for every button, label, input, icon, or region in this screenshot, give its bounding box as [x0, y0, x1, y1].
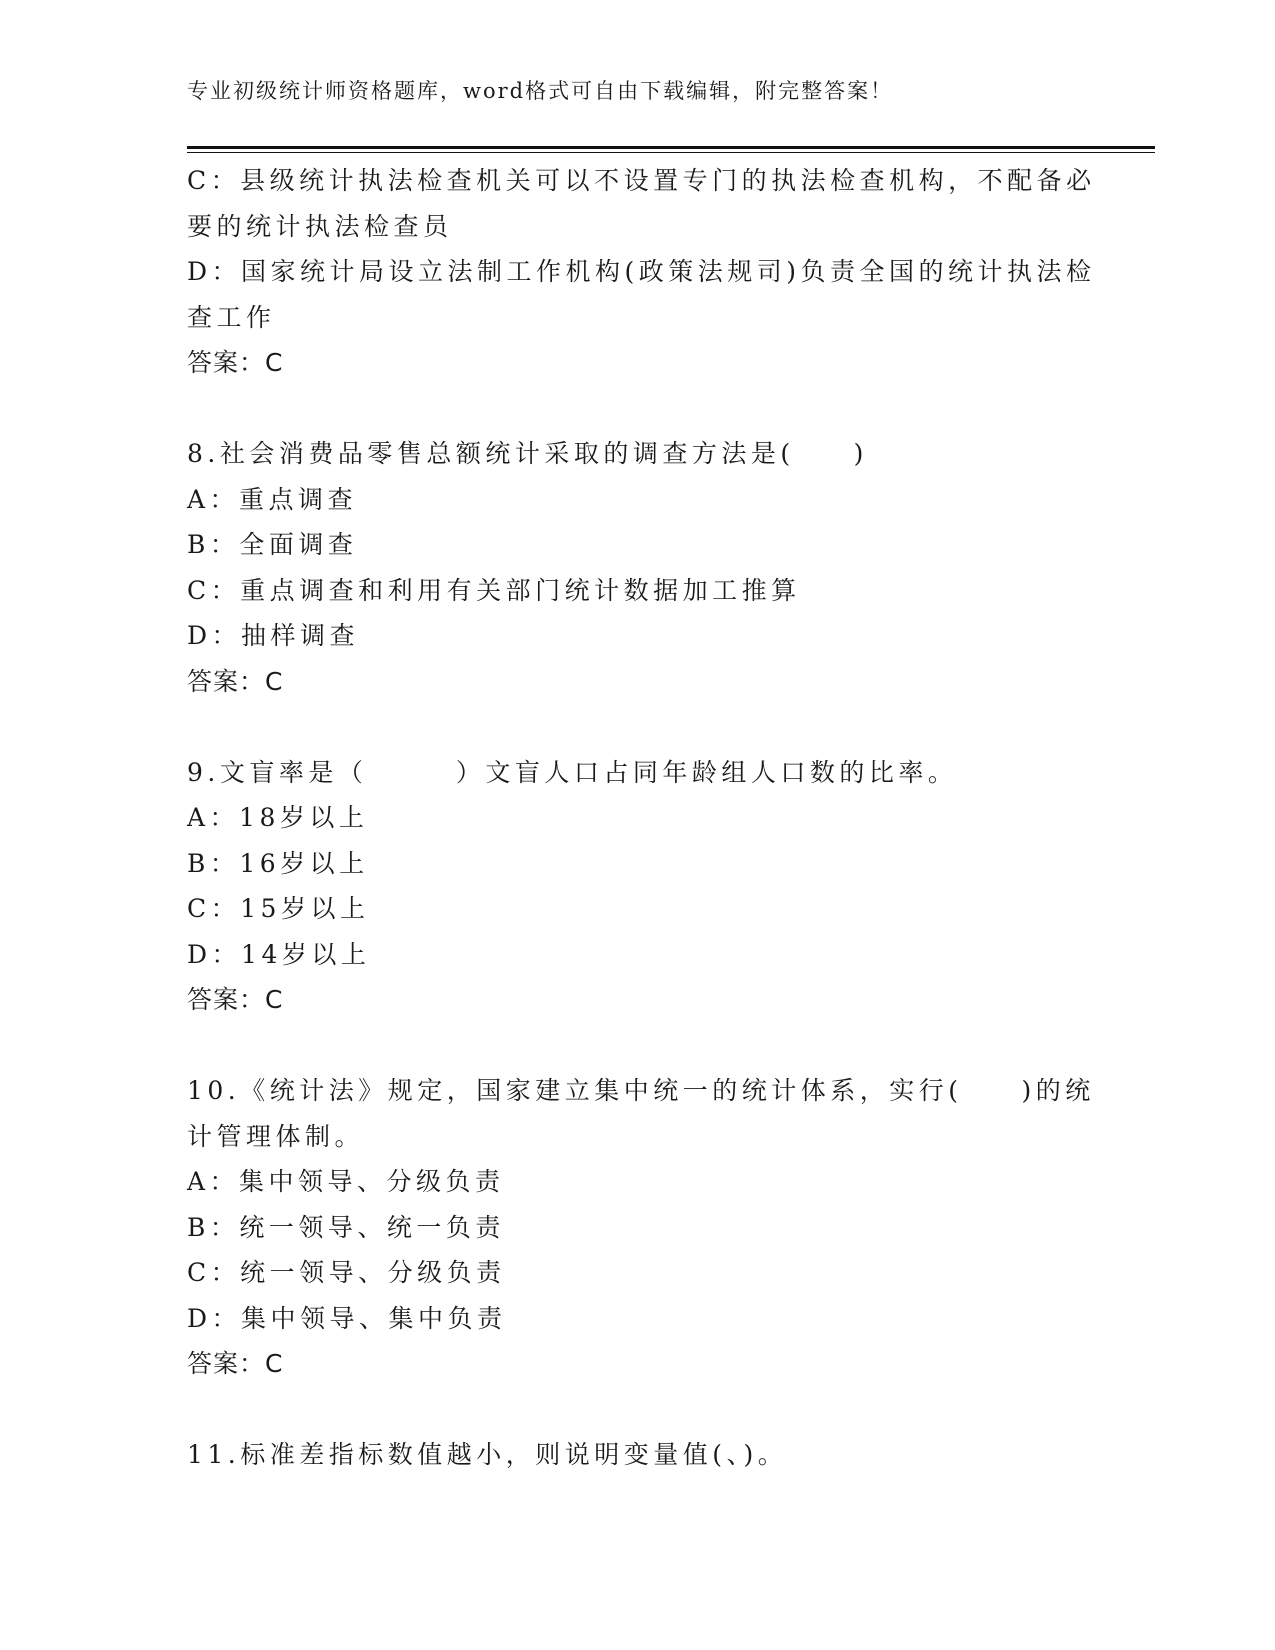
- header-rule-thin: [187, 152, 1155, 153]
- question-9: [187, 750, 1077, 1023]
- option-c-line-2: 要的统计执法检查员: [187, 211, 453, 241]
- option-c: C：重点调查和利用有关部门统计数据加工推算: [187, 575, 801, 605]
- option-b: B：16岁以上: [187, 848, 369, 878]
- question-text-line-2: 计管理体制。: [187, 1121, 365, 1151]
- question-text: 9.文盲率是（ ）文盲人口占同年龄组人口数的比率。: [187, 757, 958, 787]
- option-b: B：全面调查: [187, 530, 358, 559]
- header-rule-thick: [187, 146, 1155, 149]
- option-c-line-1: C：县级统计执法检查机关可以不设置专门的执法检查机构，不配备必: [187, 166, 1096, 195]
- option-a: A：18岁以上: [187, 803, 369, 832]
- option-a: A：集中领导、分级负责: [187, 1167, 505, 1196]
- option-b: B：统一领导、统一负责: [187, 1212, 505, 1242]
- question-8: [187, 431, 1077, 704]
- option-d: D：14岁以上: [187, 939, 371, 969]
- option-c: C：15岁以上: [187, 894, 370, 923]
- answer: 答案：C: [187, 985, 284, 1014]
- option-d-line-1: D：国家统计局设立法制工作机构(政策法规司)负责全国的统计执法检: [187, 257, 1096, 286]
- option-d-line-2: 查工作: [187, 302, 276, 332]
- option-d: D：抽样调查: [187, 621, 360, 650]
- option-c: C：统一领导、分级负责: [187, 1258, 506, 1287]
- question-text: 11.标准差指标数值越小，则说明变量值(、)。: [187, 1440, 788, 1469]
- continued-question: [187, 158, 1096, 386]
- question-text: 8.社会消费品零售总额统计采取的调查方法是( ): [187, 439, 868, 468]
- question-11: [187, 1432, 1077, 1478]
- option-d: D：集中领导、集中负责: [187, 1303, 507, 1333]
- question-10: [187, 1068, 1095, 1387]
- answer: 答案：C: [187, 666, 284, 696]
- option-a: A：重点调查: [187, 484, 358, 514]
- page-header: 专业初级统计师资格题库，word格式可自由下载编辑，附完整答案！: [187, 79, 894, 103]
- answer: 答案：C: [187, 1349, 284, 1378]
- question-content: [187, 158, 1096, 1478]
- question-text-line-1: 10.《统计法》规定，国家建立集中统一的统计体系，实行( )的统: [187, 1076, 1095, 1105]
- answer: 答案：C: [187, 348, 284, 377]
